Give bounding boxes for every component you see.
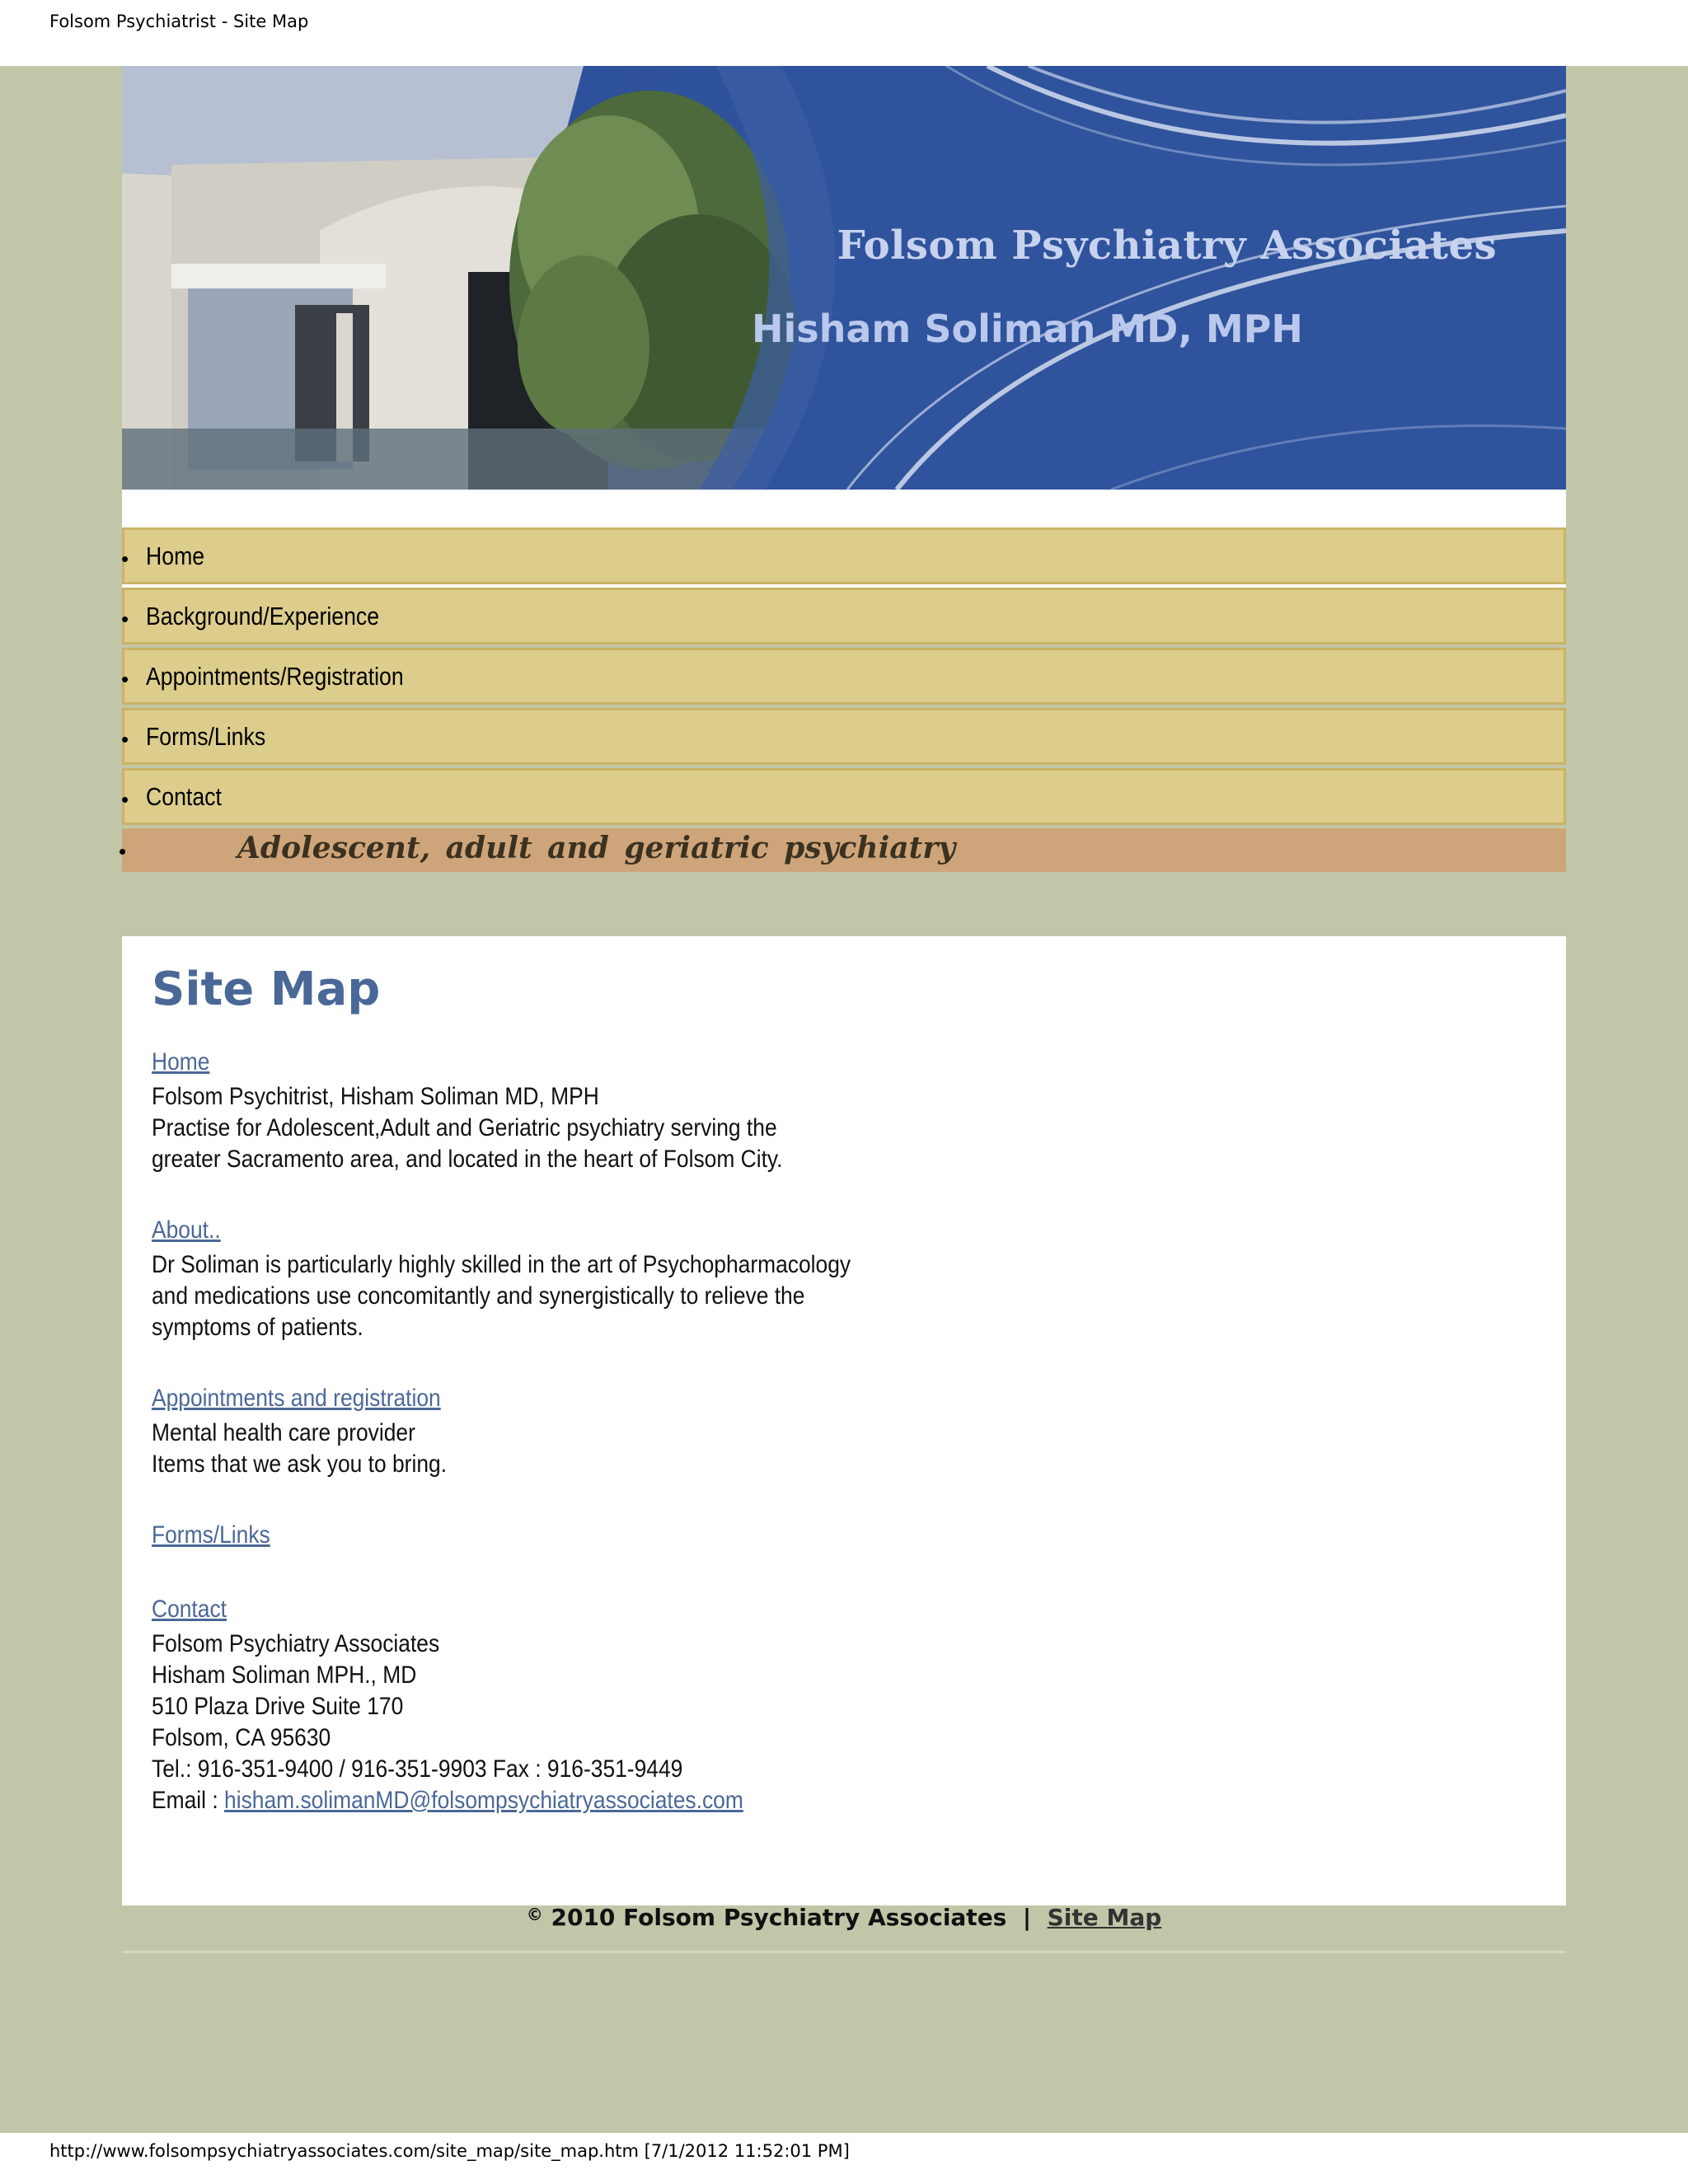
footer xyxy=(122,1904,1566,1931)
contact-line: Hisham Soliman MPH., MD xyxy=(152,1661,417,1689)
contact-line: 510 Plaza Drive Suite 170 xyxy=(152,1693,404,1720)
nav-item-home[interactable] xyxy=(122,527,1566,584)
link-about[interactable]: About.. xyxy=(152,1216,221,1244)
footer-site-map-link[interactable]: Site Map xyxy=(1047,1904,1162,1931)
home-line: greater Sacramento area, and located in the heart of Folsom City. xyxy=(152,1146,783,1173)
appointments-line: Items that we ask you to bring. xyxy=(152,1451,448,1478)
about-line: and medications use concomitantly and synergistically to relieve the xyxy=(152,1282,805,1310)
copyright-text: 2010 Folsom Psychiatry Associates | xyxy=(542,1904,1048,1931)
nav-item-contact[interactable] xyxy=(122,768,1566,825)
home-line: Practise for Adolescent,Adult and Geriatric psychiatry serving the xyxy=(152,1114,777,1141)
bullet-icon: • xyxy=(121,546,129,571)
about-line: Dr Soliman is particularly highly skilled in the art of Psychopharmacology xyxy=(152,1251,851,1278)
section-contact xyxy=(152,1594,893,1816)
home-line: Folsom Psychitrist, Hisham Soliman MD, MPH xyxy=(152,1083,599,1110)
main-nav xyxy=(119,527,1566,872)
tagline-text: Adolescent, adult and geriatric psychiatry xyxy=(237,831,956,865)
section-about xyxy=(152,1215,893,1343)
banner-photo-illustration xyxy=(122,66,1566,490)
main-content xyxy=(122,936,1566,1905)
nav-item-label: Contact xyxy=(146,782,222,811)
link-appointments[interactable]: Appointments and registration xyxy=(152,1385,441,1412)
contact-line: Folsom Psychiatry Associates xyxy=(152,1630,440,1657)
bullet-icon: • xyxy=(121,607,129,631)
contact-line: Tel.: 916-351-9400 / 916-351-9903 Fax : 916-351-9449 xyxy=(152,1755,683,1783)
section-home xyxy=(152,1047,893,1175)
footer-divider xyxy=(122,1951,1566,1953)
contact-line: Folsom, CA 95630 xyxy=(152,1724,331,1751)
site-container xyxy=(119,66,1566,1931)
nav-item-background-experience[interactable] xyxy=(122,588,1566,644)
email-label: Email : xyxy=(152,1787,225,1814)
nav-item-label: Home xyxy=(146,541,205,570)
nav-item-label: Background/Experience xyxy=(146,602,380,630)
nav-item-label: Appointments/Registration xyxy=(146,662,404,691)
nav-item-label: Forms/Links xyxy=(146,722,266,751)
link-contact[interactable]: Contact xyxy=(152,1596,227,1623)
content-inner xyxy=(152,961,893,1856)
page-title: Site Map xyxy=(152,963,381,1016)
banner-practice-name: Folsom Psychiatry Associates xyxy=(837,223,1497,269)
link-forms-links[interactable]: Forms/Links xyxy=(152,1521,270,1549)
email-link[interactable]: hisham.solimanMD@folsompsychiatryassociates.com xyxy=(224,1787,743,1814)
bullet-icon: • xyxy=(119,839,127,864)
appointments-line: Mental health care provider xyxy=(152,1419,415,1446)
copyright-symbol: © xyxy=(526,1905,543,1924)
header-banner xyxy=(122,66,1566,490)
bullet-icon: • xyxy=(121,667,129,691)
nav-item-appointments-registration[interactable] xyxy=(122,648,1566,705)
print-footer-url: http://www.folsompsychiatryassociates.com/site_map/site_map.htm [7/1/2012 11:52:01 PM] xyxy=(49,2141,850,2161)
about-line: symptoms of patients. xyxy=(152,1314,363,1341)
banner-doctor-name: Hisham Soliman MD, MPH xyxy=(752,307,1303,351)
nav-item-forms-links[interactable] xyxy=(122,708,1566,765)
section-appointments xyxy=(152,1383,893,1480)
nav-tagline xyxy=(119,828,1566,872)
section-forms xyxy=(152,1520,893,1554)
contact-email-row xyxy=(152,1785,743,1816)
bullet-icon: • xyxy=(121,787,129,812)
print-header: Folsom Psychiatrist - Site Map xyxy=(49,12,309,31)
bullet-icon: • xyxy=(121,727,129,752)
link-home[interactable]: Home xyxy=(152,1048,210,1076)
